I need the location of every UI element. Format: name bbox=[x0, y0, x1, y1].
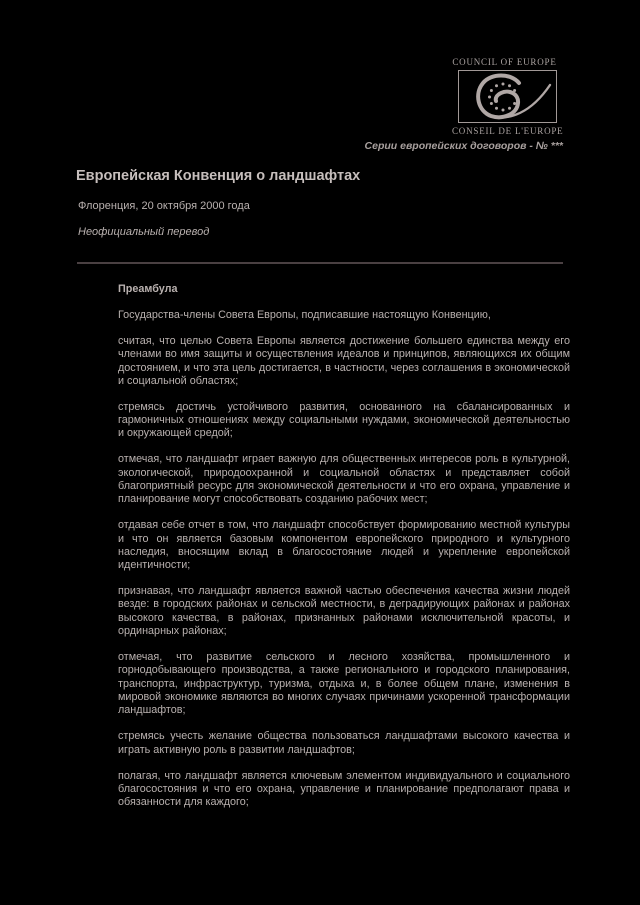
place-date-line: Флоренция, 20 октября 2000 года bbox=[78, 200, 250, 212]
logo-text-english: COUNCIL OF EUROPE bbox=[452, 57, 557, 67]
preamble-paragraph: отмечая, что развитие сельского и лесного хозяйства, промышленного и горнодобывающего производства, а также регионального и городского планирования, транспорта, инфраструктур, туризма, отдыха и, в более общем плане, изменения в мировой экономике являются во многих случаях причинами ускоренной трансформации ландшафтов; bbox=[118, 651, 570, 717]
preamble-paragraph: считая, что целью Совета Европы является достижение большего единства между его членами во имя защиты и осуществления идеалов и принципов, являющихся их общим достоянием, и что эта цель достигается, в частности, через соглашения в экономической и социальной областях; bbox=[118, 334, 570, 387]
horizontal-divider bbox=[77, 262, 563, 264]
council-of-europe-logo bbox=[452, 57, 564, 136]
preamble-paragraph: стремясь учесть желание общества пользоваться ландшафтами высокого качества и играть активную роль в развитии ландшафтов; bbox=[118, 730, 570, 756]
preamble-paragraph: отдавая себе отчет в том, что ландшафт способствует формированию местной культуры и что он является базовым компонентом европейского природного и культурного наследия, вносящим вклад в благосостояние людей и укрепление европейской идентичности; bbox=[118, 519, 570, 572]
preamble-heading: Преамбула bbox=[118, 283, 178, 295]
unofficial-translation-note: Неофициальный перевод bbox=[78, 226, 210, 238]
preamble-paragraph: Государства-члены Совета Европы, подписавшие настоящую Конвенцию, bbox=[118, 308, 491, 321]
logo-text-french: CONSEIL DE L'EUROPE bbox=[452, 126, 564, 136]
preamble-paragraph: полагая, что ландшафт является ключевым элементом индивидуального и социального благосостояния и что его охрана, управление и планирование предполагают права и обязанности для каждого; bbox=[118, 769, 570, 809]
treaty-series-line: Серии европейских договоров - № *** bbox=[364, 140, 563, 152]
preamble-paragraph: признавая, что ландшафт является важной частью обеспечения качества жизни людей везде: в городских районах и сельской местности, в деградирующих районах и районах высокого качества, в районах, признанных районами исключительной красоты, и ординарных районах; bbox=[118, 585, 570, 638]
council-of-europe-emblem-icon bbox=[458, 70, 557, 123]
preamble-paragraph: стремясь достичь устойчивого развития, основанного на сбалансированных и гармоничных отношениях между социальными нуждами, экономической деятельностью и окружающей средой; bbox=[118, 400, 570, 440]
emblem-e-with-stars-icon bbox=[459, 71, 556, 122]
document-title: Европейская Конвенция о ландшафтах bbox=[76, 168, 361, 184]
preamble-paragraph: отмечая, что ландшафт играет важную для общественных интересов роль в культурной, экологической, природоохранной и социальной областях и представляет собой благоприятный ресурс для экономической деятельности и что его охрана, управление и планирование могут способствовать созданию рабочих мест; bbox=[118, 453, 570, 506]
preamble-section bbox=[118, 283, 570, 809]
